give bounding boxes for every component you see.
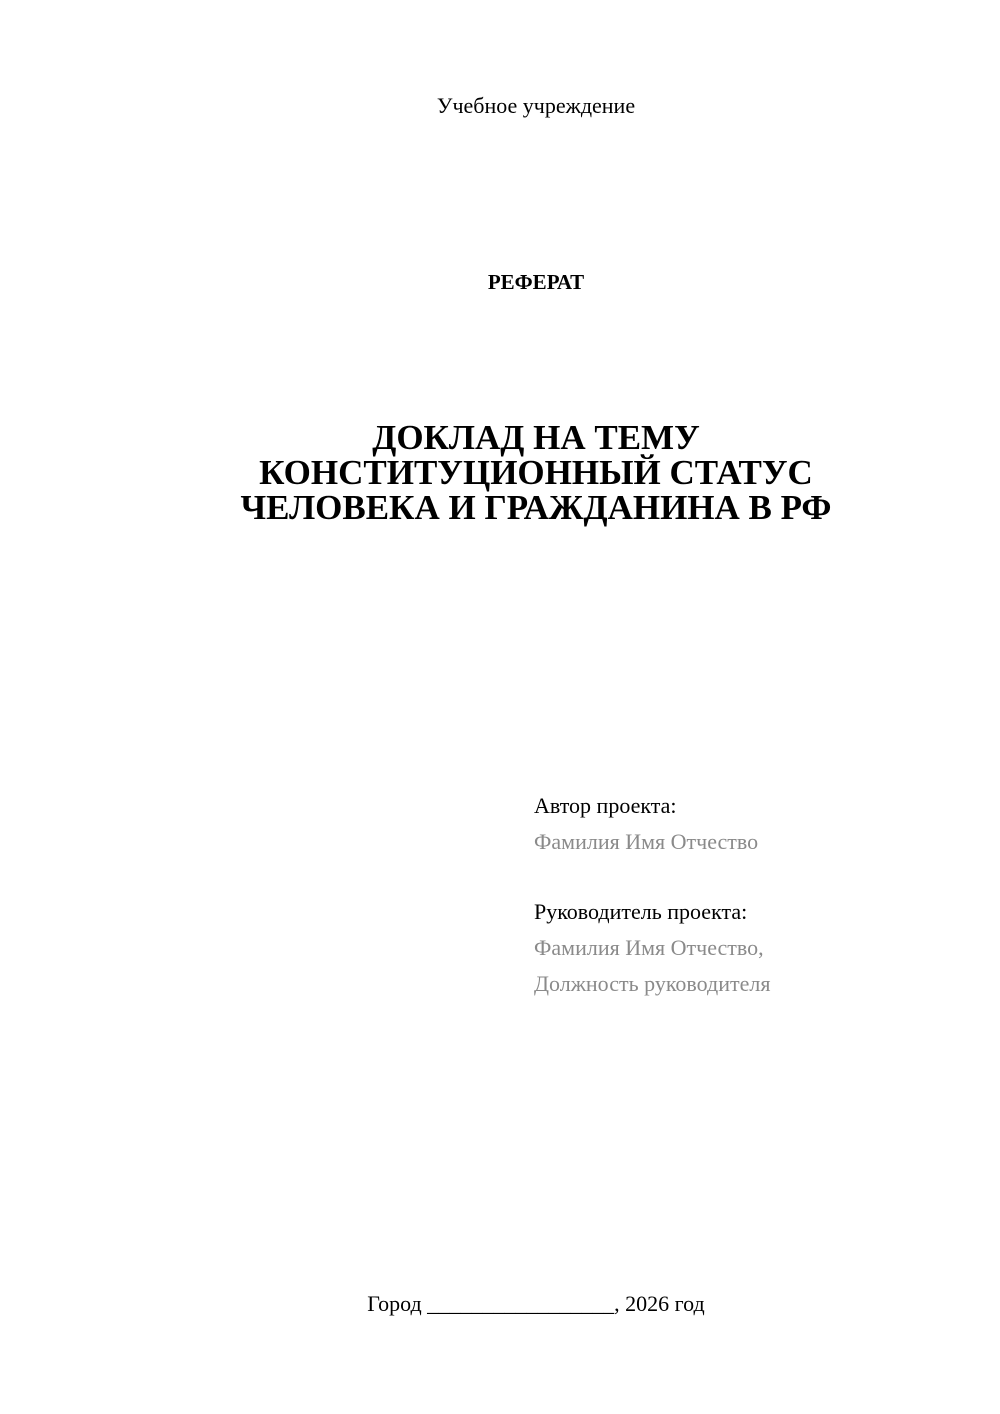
author-name: Фамилия Имя Отчество <box>534 829 759 854</box>
info-spacer <box>534 860 974 894</box>
supervisor-position: Должность руководителя <box>534 971 771 996</box>
title-line-2: КОНСТИТУЦИОННЫЙ СТАТУС <box>259 453 813 492</box>
document-title <box>0 420 1000 525</box>
title-line-1: ДОКЛАД НА ТЕМУ <box>372 418 700 457</box>
project-info <box>534 788 974 1002</box>
document-type: РЕФЕРАТ <box>487 270 585 294</box>
city-year-line: Город _________________, 2026 год <box>367 1291 705 1316</box>
title-line-3: ЧЕЛОВЕКА И ГРАЖДАНИНА В РФ <box>240 488 832 527</box>
institution-name: Учебное учреждение <box>436 93 636 118</box>
supervisor-label: Руководитель проекта: <box>534 899 748 924</box>
supervisor-name: Фамилия Имя Отчество, <box>534 935 764 960</box>
author-label: Автор проекта: <box>534 793 677 818</box>
